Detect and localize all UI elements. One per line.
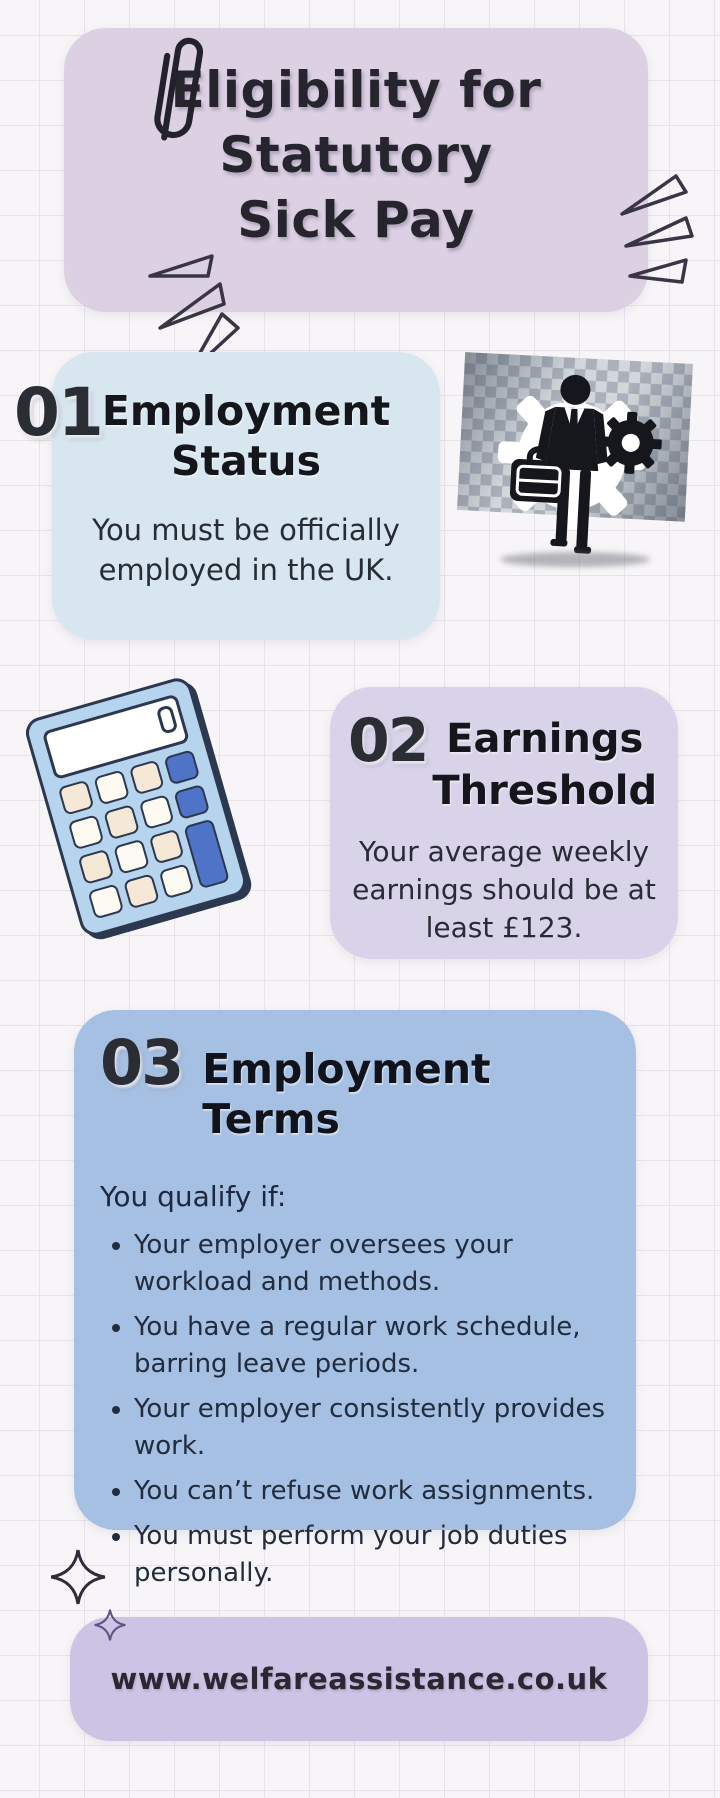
calculator-body bbox=[22, 675, 250, 940]
calculator-key bbox=[128, 759, 165, 795]
title-line-1: Eligibility for bbox=[170, 61, 542, 119]
calculator-key bbox=[58, 780, 95, 816]
calculator-key bbox=[103, 804, 140, 840]
qualify-bullet-list bbox=[110, 1227, 636, 1592]
section-3-number: 03 bbox=[100, 1026, 183, 1099]
calculator-key bbox=[123, 873, 160, 909]
calculator-key bbox=[164, 749, 201, 785]
heading-line: Earnings bbox=[446, 716, 644, 762]
title-line-3: Sick Pay bbox=[237, 191, 475, 249]
calculator-key bbox=[148, 829, 185, 865]
calculator-key bbox=[158, 863, 195, 899]
section-card-employment-terms bbox=[74, 1010, 636, 1588]
businessman-icon bbox=[455, 342, 698, 569]
illustration-shadow bbox=[500, 552, 650, 567]
section-3-intro: You qualify if: bbox=[100, 1180, 287, 1213]
heading-line: Employment bbox=[101, 387, 391, 435]
section-1-heading bbox=[52, 386, 440, 486]
section-1-number: 01 bbox=[14, 374, 102, 451]
bullet-item: • You can’t refuse work assignments. bbox=[134, 1473, 636, 1510]
footer-card bbox=[70, 1617, 648, 1741]
bullet-item: • Your employer consistently provides work. bbox=[134, 1391, 636, 1465]
bullet-item: • You have a regular work schedule, barring leave periods. bbox=[134, 1309, 636, 1383]
sparkle-icon bbox=[94, 1604, 126, 1646]
calculator-key bbox=[113, 839, 150, 875]
title-card bbox=[64, 28, 648, 312]
section-1-body: You must be officially employed in the UK. bbox=[92, 513, 400, 587]
page-title bbox=[64, 58, 648, 253]
section-2-number: 02 bbox=[348, 706, 428, 776]
calculator-key bbox=[174, 784, 211, 820]
heading-line: Threshold bbox=[432, 768, 658, 814]
calculator-key bbox=[138, 794, 175, 830]
calculator-key bbox=[87, 883, 124, 919]
section-card-earnings-threshold bbox=[330, 687, 678, 959]
calculator-key bbox=[68, 814, 105, 850]
section-2-body: Your average weekly earnings should be at least £123. bbox=[352, 835, 656, 944]
section-2-heading bbox=[428, 713, 663, 817]
burst-rays-icon bbox=[616, 170, 698, 286]
section-3-heading: Employment Terms bbox=[202, 1045, 491, 1143]
section-card-employment-status bbox=[52, 352, 440, 640]
title-line-2: Statutory bbox=[219, 126, 493, 184]
businessman-gears-illustration bbox=[455, 342, 698, 569]
calculator-keys bbox=[58, 749, 230, 919]
bullet-item: • You must perform your job duties personally. bbox=[134, 1518, 636, 1592]
bullet-item: • Your employer oversees your workload and methods. bbox=[134, 1227, 636, 1301]
sparkle-icon bbox=[50, 1548, 106, 1606]
heading-line: Status bbox=[171, 437, 321, 485]
calculator-solar-cell bbox=[156, 704, 179, 734]
calculator-icon bbox=[22, 675, 250, 940]
calculator-key bbox=[78, 849, 115, 885]
calculator-key bbox=[93, 770, 130, 806]
website-url: www.welfareassistance.co.uk bbox=[110, 1662, 608, 1696]
